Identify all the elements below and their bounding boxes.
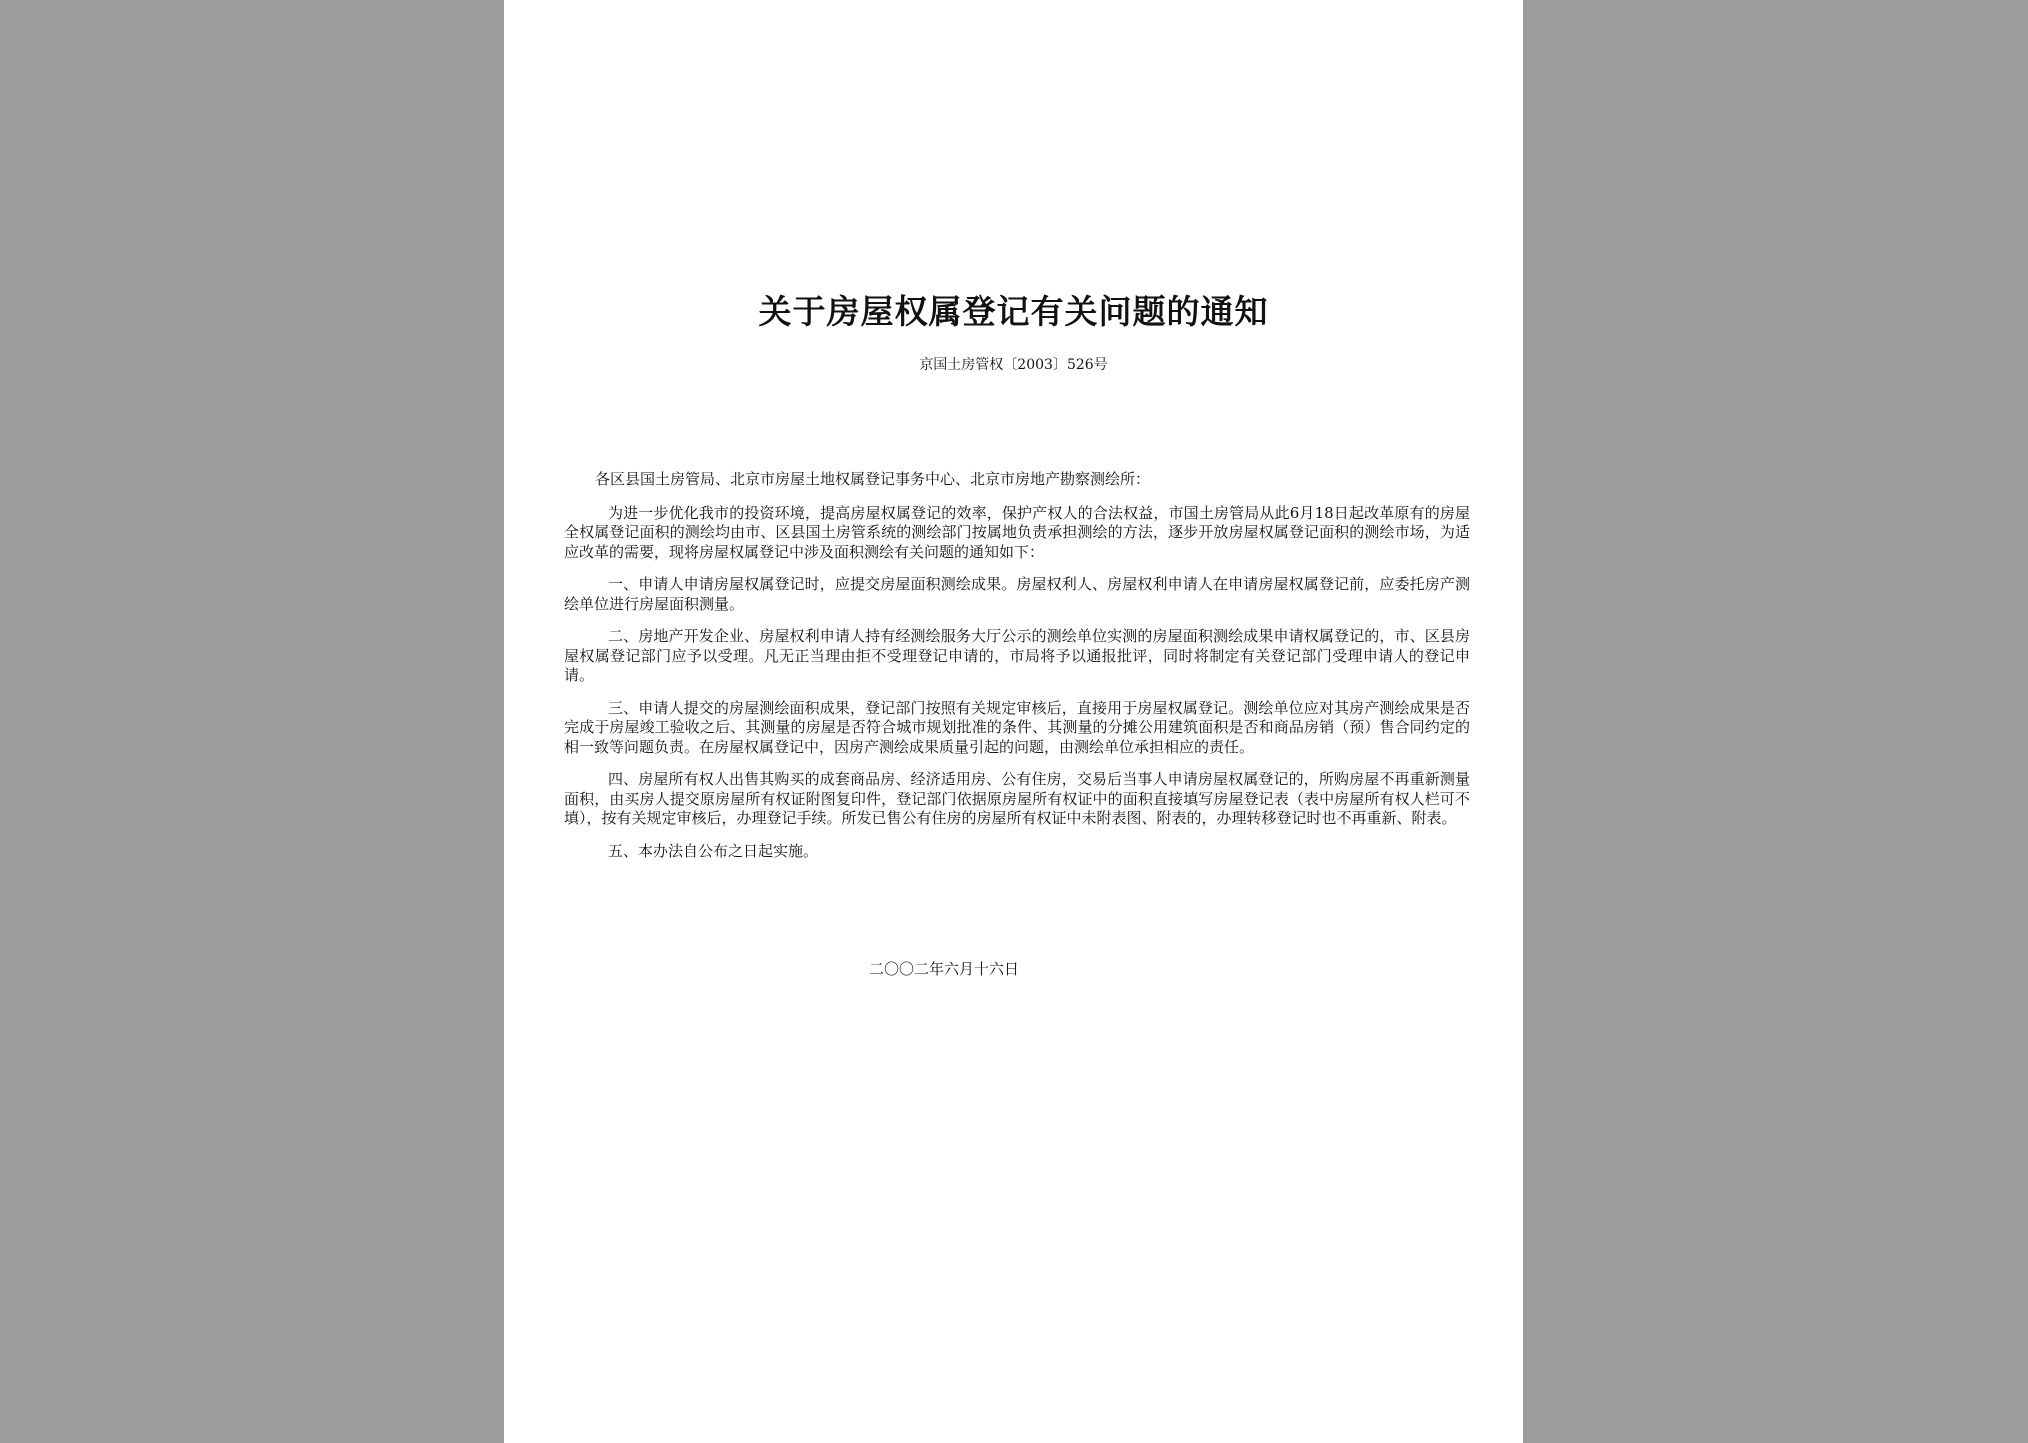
document-body bbox=[564, 470, 1470, 874]
page-title: 关于房屋权属登记有关问题的通知 bbox=[758, 292, 1269, 331]
paragraph-3: 三、申请人提交的房屋测绘面积成果，登记部门按照有关规定审核后，直接用于房屋权属登记。测绘单位应对其房产测绘成果是否完成于房屋竣工验收之后、其测量的房屋是否符合城市规划批准的条件、其测量的分摊公用建筑面积是否和商品房销（预）售合同约定的相一致等问题负责。在房屋权属登记中，因房产测绘成果质量引起的问题，由测绘单位承担相应的责任。 bbox=[564, 698, 1470, 756]
document-page bbox=[504, 0, 1523, 1443]
paragraph-5: 五、本办法自公布之日起实施。 bbox=[608, 841, 819, 860]
salutation: 各区县国土房管局、北京市房屋土地权属登记事务中心、北京市房地产勘察测绘所： bbox=[595, 470, 1151, 488]
document-number: 京国土房管权〔2003〕526号 bbox=[919, 357, 1108, 373]
document-date: 二〇〇二年六月十六日 bbox=[869, 960, 1020, 978]
paragraph-1: 一、申请人申请房屋权属登记时，应提交房屋面积测绘成果。房屋权利人、房屋权利申请人在申请房屋权属登记前，应委托房产测绘单位进行房屋面积测量。 bbox=[564, 575, 1470, 613]
paragraph-intro: 为进一步优化我市的投资环境，提高房屋权属登记的效率，保护产权人的合法权益，市国土房管局从此6月18日起改革原有的房屋全权属登记面积的测绘均由市、区县国土房管系统的测绘部门按属地负责承担测绘的方法，逐步开放房屋权属登记面积的测绘市场，为适应改革的需要，现将房屋权属登记中涉及面积测绘有关问题的通知如下： bbox=[564, 503, 1470, 561]
paragraph-2: 二、房地产开发企业、房屋权利申请人持有经测绘服务大厅公示的测绘单位实测的房屋面积测绘成果申请权属登记的，市、区县房屋权属登记部门应予以受理。凡无正当理由拒不受理登记申请的，市局将予以通报批评，同时将制定有关登记部门受理申请人的登记申请。 bbox=[564, 627, 1470, 684]
paragraph-4: 四、房屋所有权人出售其购买的成套商品房、经济适用房、公有住房，交易后当事人申请房屋权属登记的，所购房屋不再重新测量面积，由买房人提交原房屋所有权证附图复印件，登记部门依据原房屋所有权证中的面积直接填写房屋登记表（表中房屋所有权人栏可不填），按有关规定审核后，办理登记手续。所发已售公有住房的房屋所有权证中未附表图、附表的，办理转移登记时也不再重新、附表。 bbox=[564, 770, 1470, 827]
